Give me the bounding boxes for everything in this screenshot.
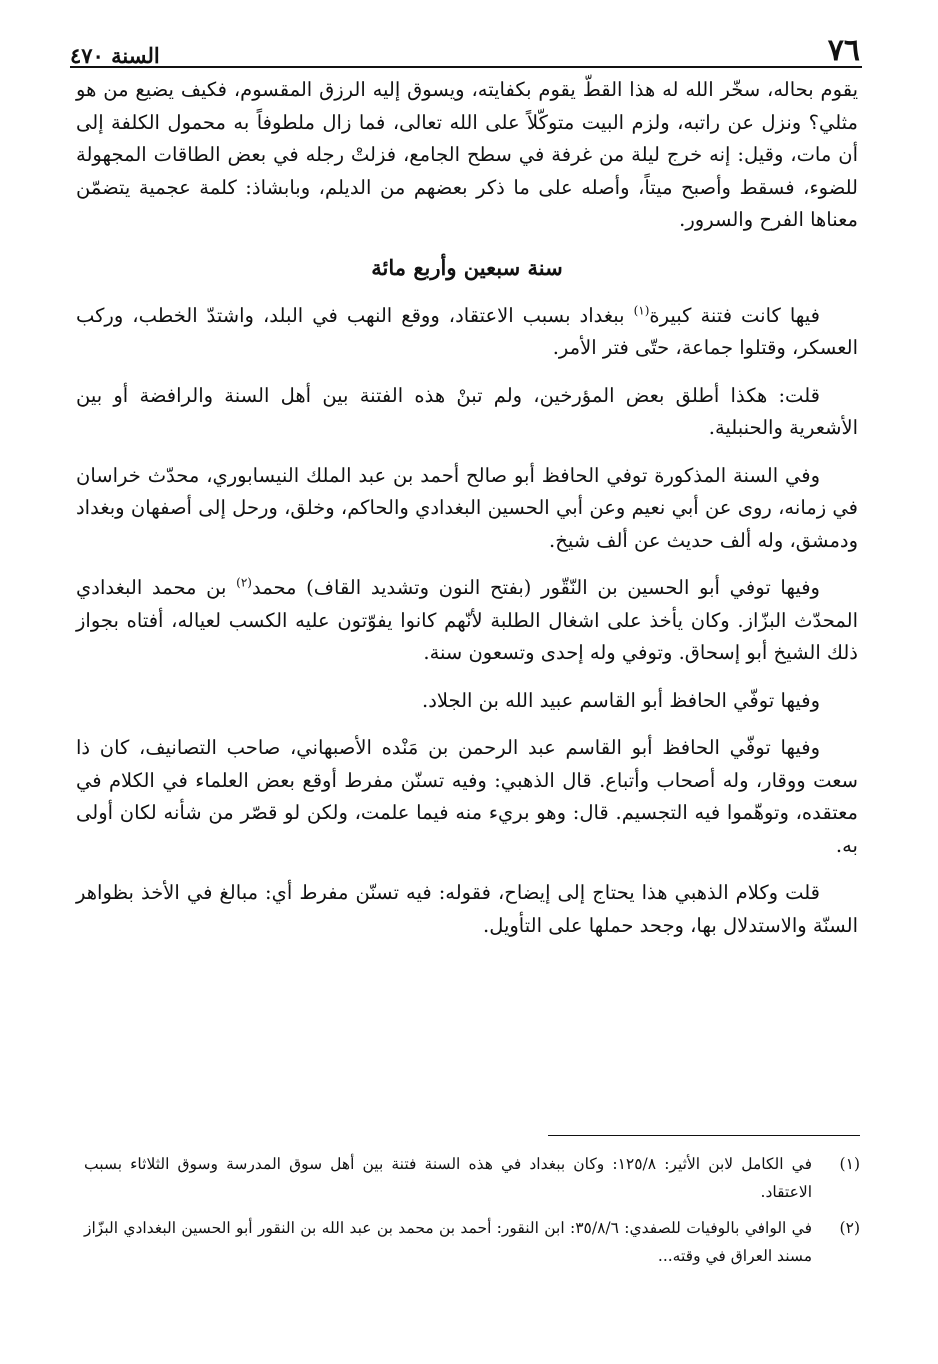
body-paragraph — [76, 572, 858, 670]
paragraph-text: ببغداد بسبب الاعتقاد، ووقع النهب في البلد، واشتدّ الخطب، وركب العسكر، وقتلوا جماعة، حتّى فتر الأمر. — [76, 303, 858, 359]
body-paragraph — [76, 300, 858, 365]
footnotes — [84, 1150, 860, 1278]
body-paragraph: وفيها توفّي الحافظ أبو القاسم عبيد الله بن الجلاد. — [422, 688, 820, 712]
running-title: السنة ٤٧٠ — [70, 43, 160, 68]
footnote-item — [84, 1214, 860, 1270]
body-paragraph: قلت: هكذا أطلق بعض المؤرخين، ولم تبنْ هذه الفتنة بين أهل السنة والرافضة أو بين الأشعرية والحنبلية. — [76, 383, 858, 439]
paragraph-text: وفيها توفي أبو الحسين بن النّقّور (بفتح النون وتشديد القاف) محمد — [251, 576, 820, 599]
footnote-item — [84, 1150, 860, 1206]
footnote-number: (٢) — [839, 1219, 860, 1237]
body-paragraph: وفي السنة المذكورة توفي الحافظ أبو صالح أحمد بن عبد الملك النيسابوري، محدّث خراسان في زمانه، روى عن أبي نعيم وعن أبي الحسين البغدادي والحاكم، وخلق، ورحل إلى أصفهان وبغداد ودمشق، وله ألف حديث عن ألف شيخ. — [76, 463, 858, 552]
section-heading: سنة سبعين وأربع مائة — [371, 254, 563, 280]
footnote-text: في الكامل لابن الأثير: ١٢٥/٨: وكان ببغداد في هذه السنة فتنة بين أهل سوق المدرسة وسوق الثلاثاء بسبب الاعتقاد. — [84, 1155, 812, 1201]
footnote-text: في الوافي بالوفيات للصفدي: ٣٥/٨/٦: ابن النقور: أحمد بن محمد بن عبد الله بن النقور أبو الحسين البغدادي البزّاز مسند العراق في وقته... — [84, 1219, 812, 1265]
main-text — [76, 74, 858, 957]
header-rule — [70, 66, 862, 68]
footnote-ref-1: (١) — [633, 303, 650, 317]
page-header — [70, 22, 860, 66]
body-paragraph: يقوم بحاله، سخّر الله له هذا القطّ يقوم بكفايته، ويسوق إليه الرزق المقسوم، فكيف يضيع من هو مثلي؟ ونزل عن راتبه، ولزم البيت متوكّلاً على الله تعالى، فما زال ملطوفاً به محمول الكلفة إلى أن مات، وقيل: إنه خرج ليلة من غرفة في سطح الجامع، فزلتْ رجله في بعض الطاقات المجهولة للضوء، فسقط وأصبح ميتاً، وأصله على ما ذكر بعضهم من الديلم، وبابشاذ: كلمة عجمية يتضمّن معناها الفرح والسرور. — [76, 78, 858, 231]
body-paragraph: قلت وكلام الذهبي هذا يحتاج إلى إيضاح، فقوله: فيه تسنّن مفرط أي: مبالغ في الأخذ بظواهر السنّة والاستدلال بها، وجحد حملها على التأويل. — [76, 881, 858, 937]
body-paragraph: وفيها توفّي الحافظ أبو القاسم عبد الرحمن بن مَنْده الأصبهاني، صاحب التصانيف، كان ذا سعت ووقار، وله أصحاب وأتباع. قال الذهبي: وفيه تسنّن مفرط أوقع بعض العلماء في الكلام في معتقده، وتوهّموا فيه التجسيم. قال: وهو بريء منه فيما علمت، ولكن لو قصّر من شأنه لكان أولى به. — [76, 736, 858, 857]
footnote-number: (١) — [839, 1155, 860, 1173]
footnote-ref-2: (٢) — [236, 575, 252, 590]
footnote-rule — [548, 1135, 860, 1136]
page-number: ٧٦ — [827, 33, 860, 68]
paragraph-text: فيها كانت فتنة كبيرة — [649, 303, 820, 327]
paragraph-text: بن محمد البغدادي المحدّث البزّاز. وكان يأخذ على اشغال الطلبة لأنّهم كانوا يفوّتون عليه الكسب لعياله، أفتاه بجواز ذلك الشيخ أبو إسحاق. وتوفي وله إحدى وتسعون سنة. — [76, 576, 858, 664]
